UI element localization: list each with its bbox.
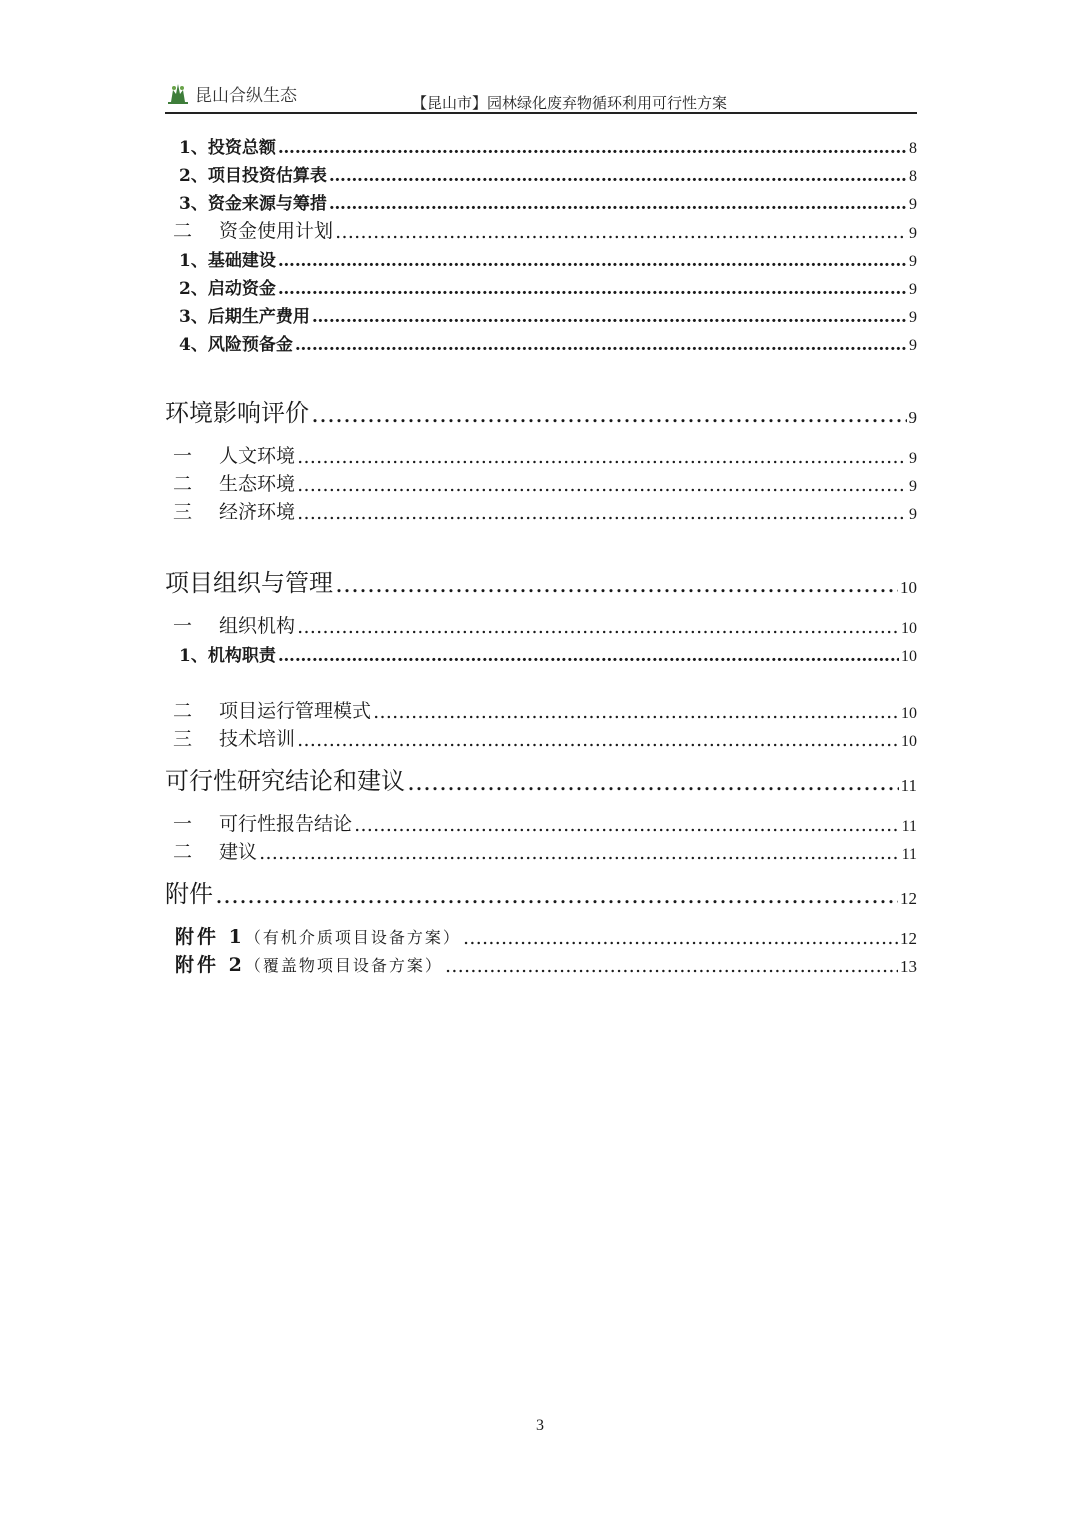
toc-page: 10 <box>901 733 917 750</box>
leader-dots <box>445 955 898 977</box>
appendix-title: （有机介质项目设备方案） <box>244 928 461 947</box>
toc-label <box>165 950 443 977</box>
chapter-title: 项目组织与管理 <box>165 569 333 597</box>
toc-label: 1、投资总额 <box>179 138 276 158</box>
header-rule <box>165 112 917 114</box>
toc-entry[interactable] <box>165 442 917 468</box>
toc-label <box>165 216 333 243</box>
section-title: 技术培训 <box>219 728 296 750</box>
leader-dots <box>297 616 899 638</box>
toc-entry[interactable] <box>165 303 917 327</box>
section-title: 建议 <box>219 841 258 863</box>
toc-page: 9 <box>909 196 917 213</box>
toc-entry[interactable] <box>165 190 917 214</box>
leader-dots <box>373 701 899 723</box>
leader-dots <box>329 194 907 214</box>
leader-dots <box>278 251 907 271</box>
toc-page: 11 <box>901 846 917 863</box>
appendix-head: 附件 2 <box>175 954 245 976</box>
section-number: 一 <box>173 615 193 637</box>
company-name: 昆山合纵生态 <box>195 85 297 106</box>
toc-label <box>165 724 295 751</box>
toc-label: 4、风险预备金 <box>179 335 293 355</box>
toc-page: 9 <box>909 309 917 326</box>
leader-dots <box>278 279 907 299</box>
section-number: 三 <box>173 501 193 523</box>
leader-dots <box>297 446 907 468</box>
toc-label: 2、项目投资估算表 <box>179 166 327 186</box>
leader-dots <box>278 138 907 158</box>
section-number: 一 <box>173 813 193 835</box>
leader-dots <box>278 646 899 666</box>
toc-entry[interactable] <box>165 331 917 355</box>
toc-entry[interactable] <box>165 275 917 299</box>
toc-page: 8 <box>909 168 917 185</box>
toc-page: 9 <box>909 506 917 523</box>
leader-dots <box>295 335 907 355</box>
leader-dots <box>463 927 898 949</box>
toc-entry[interactable] <box>165 498 917 524</box>
toc-entry[interactable] <box>165 725 917 751</box>
toc-entry[interactable] <box>165 951 917 977</box>
toc-page: 10 <box>901 648 917 665</box>
leader-dots <box>215 881 898 909</box>
toc-entry[interactable] <box>165 810 917 836</box>
toc-page: 12 <box>900 889 917 908</box>
toc-page: 10 <box>901 705 917 722</box>
toc-entry[interactable] <box>165 923 917 949</box>
toc-page: 12 <box>900 929 917 948</box>
toc-label <box>165 469 295 496</box>
section-title: 生态环境 <box>219 473 296 495</box>
section-number: 二 <box>173 841 193 863</box>
toc-label: 3、后期生产费用 <box>179 307 310 327</box>
section-title: 人文环境 <box>219 445 296 467</box>
leader-dots <box>297 474 907 496</box>
document-title: 【昆山市】园林绿化废弃物循环利用可行性方案 <box>411 94 727 112</box>
toc-label <box>165 441 295 468</box>
toc-label <box>165 696 371 723</box>
toc-label: 2、启动资金 <box>179 279 276 299</box>
toc-entry[interactable] <box>165 470 917 496</box>
toc-page: 13 <box>900 957 917 976</box>
toc-entry[interactable] <box>165 134 917 158</box>
toc-page: 11 <box>900 776 917 795</box>
section-number: 三 <box>173 728 193 750</box>
section-title: 资金使用计划 <box>219 220 334 242</box>
leader-dots <box>407 768 899 796</box>
toc-label: 1、机构职责 <box>179 646 276 666</box>
leader-dots <box>312 307 907 327</box>
page-header <box>165 78 917 114</box>
toc-entry[interactable] <box>165 162 917 186</box>
section-number: 二 <box>173 473 193 495</box>
toc-label: 1、基础建设 <box>179 251 276 271</box>
section-title: 项目运行管理模式 <box>219 700 372 722</box>
chapter-title: 附件 <box>165 880 213 908</box>
tree-logo-icon <box>165 80 191 106</box>
toc-label: 3、资金来源与筹措 <box>179 194 327 214</box>
toc-page: 11 <box>901 818 917 835</box>
chapter-title: 可行性研究结论和建议 <box>165 767 405 795</box>
section-title: 组织机构 <box>219 615 296 637</box>
toc-label <box>165 611 295 638</box>
toc-label <box>165 837 257 864</box>
appendix-title: （覆盖物项目设备方案） <box>244 956 443 975</box>
page-number: 3 <box>536 1417 544 1434</box>
toc-page: 10 <box>900 578 917 597</box>
toc-page: 9 <box>909 450 917 467</box>
section-number: 一 <box>173 445 193 467</box>
chapter-title: 环境影响评价 <box>165 399 309 427</box>
toc-page: 9 <box>909 253 917 270</box>
company-logo <box>165 80 297 106</box>
toc-page: 9 <box>909 281 917 298</box>
toc-page: 9 <box>909 478 917 495</box>
toc-entry[interactable] <box>165 247 917 271</box>
toc-label <box>165 809 352 836</box>
leader-dots <box>329 166 907 186</box>
leader-dots <box>335 221 907 243</box>
toc-entry[interactable] <box>165 612 917 638</box>
toc-label <box>165 922 461 949</box>
toc-entry[interactable] <box>165 217 917 243</box>
toc-entry[interactable] <box>165 642 917 666</box>
section-title: 可行性报告结论 <box>219 813 353 835</box>
toc-chapter[interactable] <box>165 877 917 909</box>
leader-dots <box>335 570 898 598</box>
leader-dots <box>297 502 907 524</box>
appendix-head: 附件 1 <box>175 926 245 948</box>
toc-page: 9 <box>909 337 917 354</box>
section-number: 二 <box>173 700 193 722</box>
leader-dots <box>311 400 907 428</box>
leader-dots <box>297 729 899 751</box>
leader-dots <box>259 842 900 864</box>
toc-page: 10 <box>901 620 917 637</box>
section-title: 经济环境 <box>219 501 296 523</box>
toc-chapter[interactable] <box>165 566 917 598</box>
toc-entry[interactable] <box>165 697 917 723</box>
toc-chapter[interactable] <box>165 764 917 796</box>
toc-page: 9 <box>908 408 917 427</box>
leader-dots <box>354 814 900 836</box>
toc-entry[interactable] <box>165 838 917 864</box>
section-number: 二 <box>173 220 193 242</box>
toc-chapter[interactable] <box>165 396 917 428</box>
toc-page: 9 <box>909 225 917 242</box>
toc-label <box>165 497 295 524</box>
toc-page: 8 <box>909 140 917 157</box>
